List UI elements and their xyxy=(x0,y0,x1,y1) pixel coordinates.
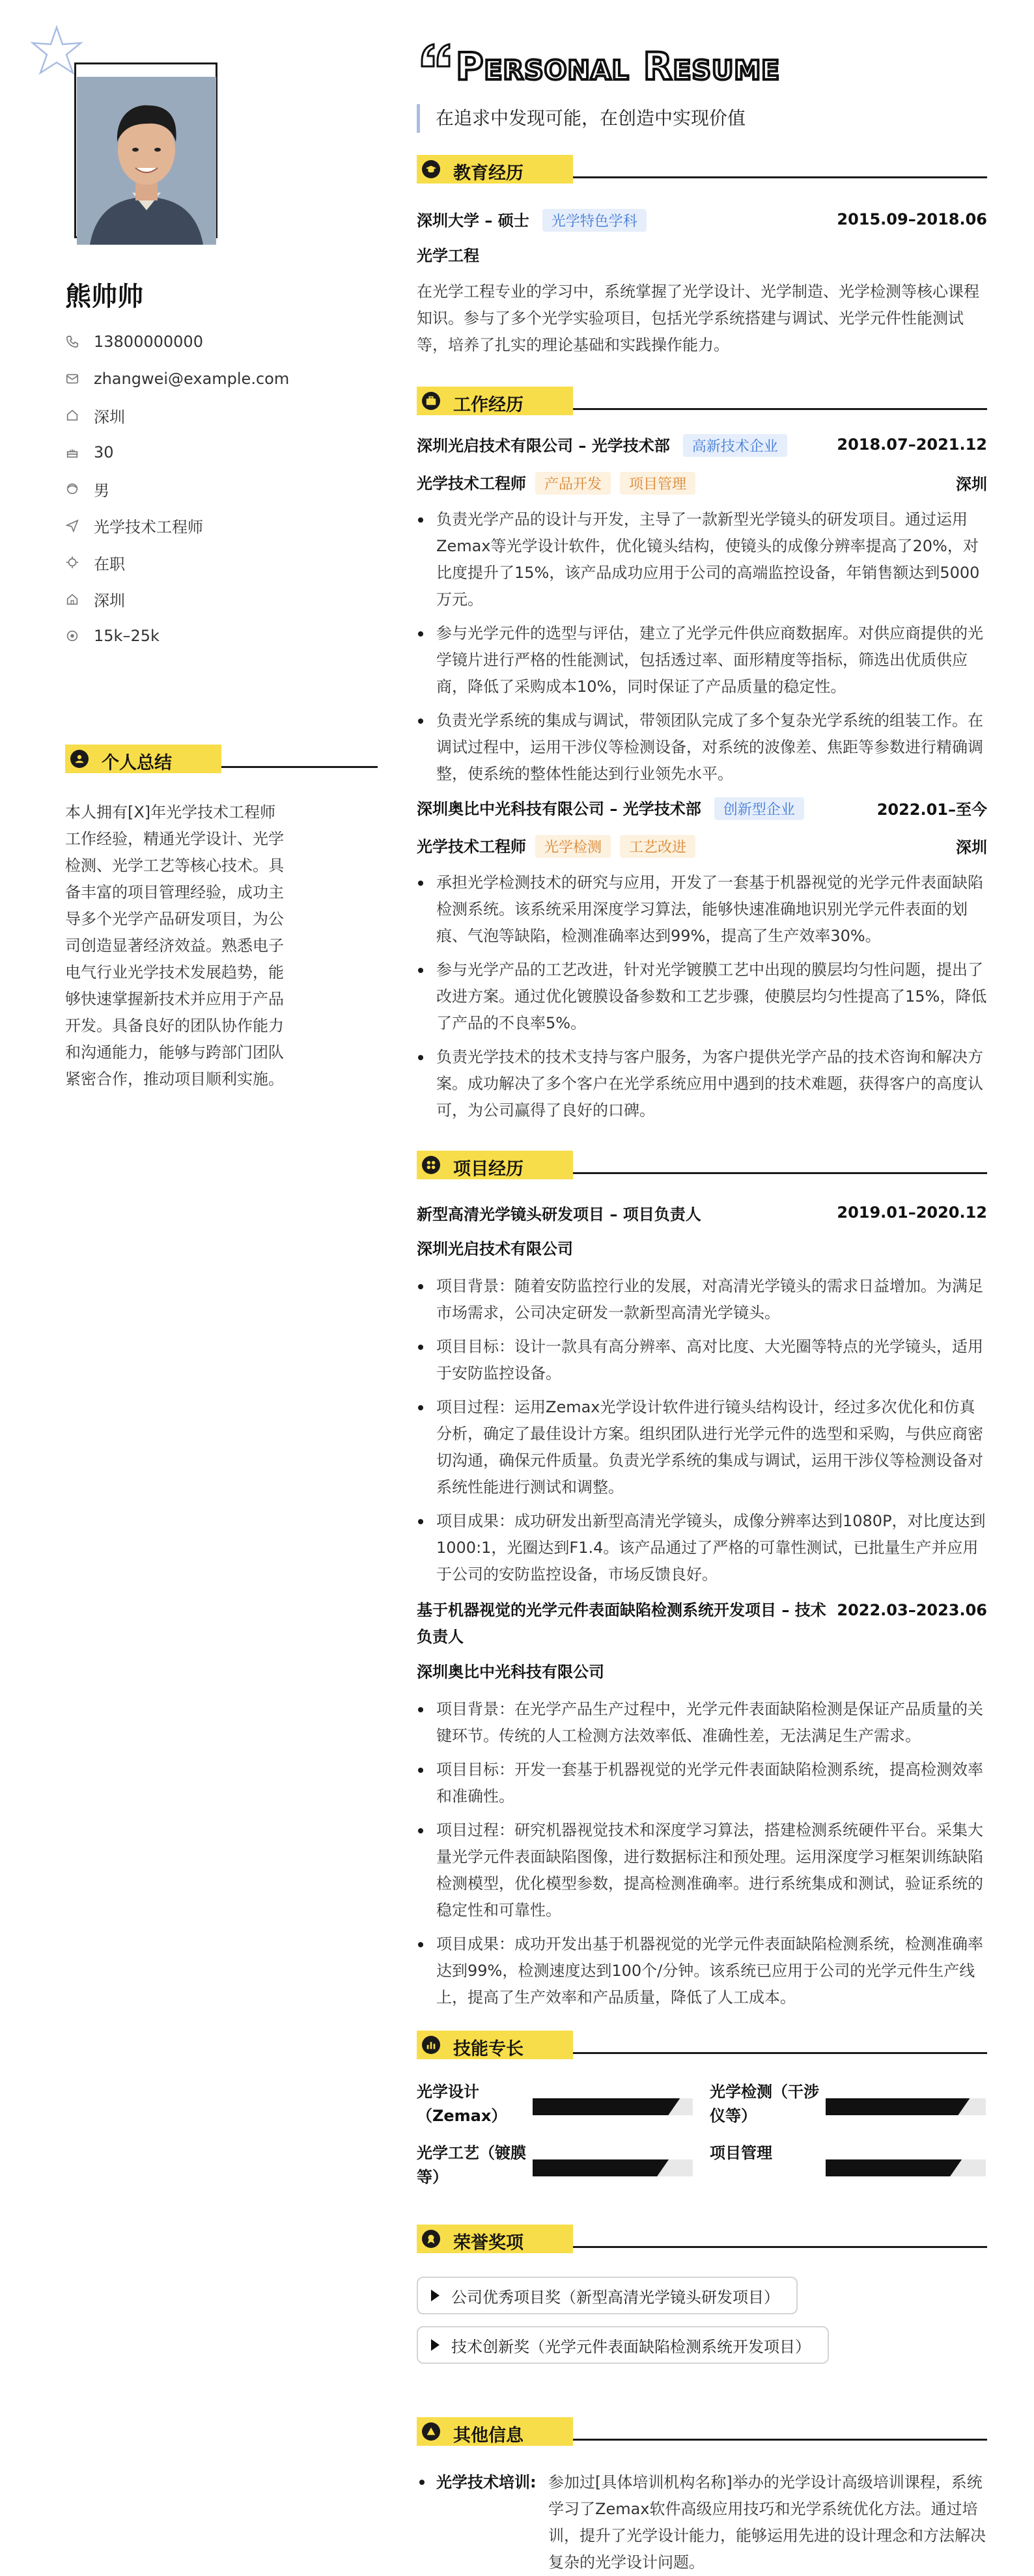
company-name: 深圳光启技术有限公司 – 光学技术部 xyxy=(417,436,670,455)
other-text: 参加过[具体培训机构名称]举办的光学设计高级培训课程，系统学习了Zemax软件高级应用技巧和光学系统优化方法。通过培训，提升了光学设计能力，能够运用先进的设计理念和方法解决复杂的光学设计问题。 xyxy=(548,2473,986,2571)
list-item: 负责光学系统的集成与调试，带领团队完成了多个复杂光学系统的组装工作。在调试过程中，运用干涉仪等检测设备，对系统的波像差、焦距等参数进行精确调整，使系统的整体性能达到行业领先水平。 xyxy=(417,707,987,788)
summary-text: 本人拥有[X]年光学技术工程师工作经验，精通光学设计、光学检测、光学工艺等核心技术。具备丰富的项目管理经验，成功主导多个光学产品研发项目，为公司创造显著经济效益。熟悉电子电气行业光学技术发展趋势，能够快速掌握新技术并应用于产品开发。具备良好的团队协作能力和沟通能力，能够与跨部门团队紧密合作，推动项目顺利实施。 xyxy=(65,803,284,1088)
list-item: 项目背景：随着安防监控行业的发展，对高清光学镜头的需求日益增加。为满足市场需求，公司决定研发一款新型高清光学镜头。 xyxy=(417,1273,987,1326)
info-text: 在职 xyxy=(94,555,125,573)
award-text: 技术创新奖（光学元件表面缺陷检测系统开发项目） xyxy=(451,2337,811,2356)
play-icon xyxy=(431,2290,440,2301)
medal-icon xyxy=(422,2230,440,2248)
awards-section-header xyxy=(417,2225,987,2253)
skill-bar xyxy=(533,2159,693,2176)
quote-mark-icon xyxy=(417,38,456,77)
play-icon xyxy=(431,2339,440,2351)
other-title: 其他信息 xyxy=(453,2426,524,2446)
job-city: 深圳 xyxy=(956,474,987,493)
status-icon xyxy=(65,555,79,569)
header-line xyxy=(573,2439,987,2441)
award-text: 公司优秀项目奖（新型高清光学镜头研发项目） xyxy=(451,2288,779,2307)
send-icon xyxy=(65,519,79,533)
list-item: 参与光学产品的工艺改进，针对光学镀膜工艺中出现的膜层均匀性问题，提出了改进方案。通过优化镀膜设备参数和工艺步骤，使膜层均匀性提高了15%，降低了产品的不良率5%。 xyxy=(417,957,987,1037)
project-entry xyxy=(417,1597,987,2018)
work-section-header xyxy=(417,387,987,415)
skills-section-header xyxy=(417,2031,987,2059)
skill-name: 光学检测（干涉仪等） xyxy=(710,2083,819,2125)
resume-headline: Personal Resume xyxy=(456,44,781,89)
project-date: 2022.03–2023.06 xyxy=(837,1601,987,1619)
header-line xyxy=(573,2052,987,2054)
skill-name: 项目管理 xyxy=(710,2144,772,2162)
job-bullets xyxy=(417,870,987,1124)
job-position: 光学技术工程师 xyxy=(417,837,526,856)
other-section-header xyxy=(417,2417,987,2446)
info-position xyxy=(65,508,289,545)
school-name: 深圳大学 – 硕士 xyxy=(417,211,529,230)
project-bullets xyxy=(417,1696,987,2011)
info-text: 深圳 xyxy=(94,592,125,610)
info-gender xyxy=(65,471,289,508)
company-tag: 创新型企业 xyxy=(714,797,804,820)
project-company: 深圳光启技术有限公司 xyxy=(417,1240,573,1258)
info-text: 深圳 xyxy=(94,407,125,426)
header-line xyxy=(221,766,378,768)
projects-section-header xyxy=(417,1151,987,1179)
company-name: 深圳奥比中光科技有限公司 – 光学技术部 xyxy=(417,799,701,818)
candidate-name: 熊帅帅 xyxy=(65,282,143,312)
header-line xyxy=(573,176,987,178)
resume-motto: 在追求中发现可能，在创造中实现价值 xyxy=(417,104,746,133)
skill-bar-fill xyxy=(533,2098,680,2115)
gender-icon xyxy=(65,482,79,496)
job-city: 深圳 xyxy=(956,838,987,856)
cake-icon xyxy=(65,445,79,459)
job-date: 2018.07–2021.12 xyxy=(837,435,987,454)
job-tag: 项目管理 xyxy=(620,472,695,495)
mail-icon xyxy=(65,372,79,386)
info-status xyxy=(65,544,289,581)
project-date: 2019.01–2020.12 xyxy=(837,1203,987,1222)
project-name: 基于机器视觉的光学元件表面缺陷检测系统开发项目 – 技术负责人 xyxy=(417,1601,826,1646)
skill-name: 光学工艺（镀膜等） xyxy=(417,2144,526,2186)
header-line xyxy=(573,2246,987,2248)
education-date: 2015.09–2018.06 xyxy=(837,210,987,228)
education-description: 在光学工程专业的学习中，系统掌握了光学设计、光学制造、光学检测等核心课程知识。参与了多个光学实验项目，包括光学系统搭建与调试、光学元件性能测试等，培养了扎实的理论基础和实践操作能力。 xyxy=(417,282,979,354)
location-icon xyxy=(65,592,79,607)
skill-bar-fill xyxy=(826,2159,962,2176)
list-item: 项目背景：在光学产品生产过程中，光学元件表面缺陷检测是保证产品质量的关键环节。传统的人工检测方法效率低、准确性差，无法满足生产需求。 xyxy=(417,1696,987,1749)
list-item: 项目目标：设计一款具有高分辨率、高对比度、大光圈等特点的光学镜头，适用于安防监控设备。 xyxy=(417,1334,987,1387)
school-tag: 光学特色学科 xyxy=(542,209,647,232)
info-text: 13800000000 xyxy=(94,333,203,351)
education-section-header xyxy=(417,155,987,184)
briefcase-icon xyxy=(422,392,440,410)
company-tag: 高新技术企业 xyxy=(683,434,787,457)
header-line xyxy=(573,1172,987,1174)
list-item: 项目成果：成功开发出基于机器视觉的光学元件表面缺陷检测系统，检测准确率达到99%，检测速度达到100个/分钟。该系统已应用于公司的光学元件生产线上，提高了生产效率和产品质量，降低了人工成本。 xyxy=(417,1931,987,2011)
info-text: 15k–25k xyxy=(94,627,160,646)
job-tag: 产品开发 xyxy=(535,472,611,495)
avatar xyxy=(77,77,216,245)
awards-title: 荣誉奖项 xyxy=(453,2233,524,2253)
header-line xyxy=(573,408,987,410)
education-entry xyxy=(417,207,987,359)
info-text: 男 xyxy=(94,481,109,500)
contact-info-list xyxy=(65,323,289,655)
list-item: 项目成果：成功研发出新型高清光学镜头，成像分辨率达到1080P，对比度达到1000:1，光圈达到F1.4。该产品通过了严格的可靠性测试，已批量生产并应用于公司的安防监控设备，市场反馈良好。 xyxy=(417,1508,987,1588)
job-tag: 工艺改进 xyxy=(620,835,695,858)
home-icon xyxy=(65,408,79,422)
other-label: 光学技术培训: xyxy=(436,2473,537,2491)
skill-bar xyxy=(533,2098,693,2115)
skills-title: 技能专长 xyxy=(453,2039,524,2059)
info-text: 30 xyxy=(94,443,114,461)
award-item xyxy=(417,2326,829,2364)
projects-title: 项目经历 xyxy=(453,1159,524,1179)
info-age xyxy=(65,434,289,471)
skill-name: 光学设计（Zemax） xyxy=(417,2083,507,2125)
info-text: 光学技术工程师 xyxy=(94,518,203,537)
info-salary xyxy=(65,618,289,655)
info-text: zhangwei@example.com xyxy=(94,369,290,388)
major-name: 光学工程 xyxy=(417,247,479,265)
list-item: 项目过程：运用Zemax光学设计软件进行镜头结构设计，经过多次优化和仿真分析，确定了最佳设计方案。组织团队进行光学元件的选型和采购，与供应商密切沟通，确保元件质量。负责光学系统的集成与调试，运用干涉仪等检测设备对系统性能进行测试和调整。 xyxy=(417,1394,987,1501)
list-item: 参与光学元件的选型与评估，建立了光学元件供应商数据库。对供应商提供的光学镜片进行严格的性能测试，包括透过率、面形精度等指标，筛选出优质供应商，降低了采购成本10%，同时保证了产品质量的稳定性。 xyxy=(417,620,987,700)
award-item xyxy=(417,2277,798,2314)
project-bullets xyxy=(417,1273,987,1588)
info-location xyxy=(65,581,289,618)
salary-icon xyxy=(65,629,79,643)
phone-icon xyxy=(65,335,79,349)
job-position: 光学技术工程师 xyxy=(417,474,526,493)
summary-section-header xyxy=(65,745,371,773)
info-phone xyxy=(65,323,289,361)
job-date: 2022.01–至今 xyxy=(876,800,987,819)
list-item: 项目目标：开发一套基于机器视觉的光学元件表面缺陷检测系统，提高检测效率和准确性。 xyxy=(417,1757,987,1810)
list-item: 负责光学技术的技术支持与客户服务，为客户提供光学产品的技术咨询和解决方案。成功解决了多个客户在光学系统应用中遇到的技术难题，获得客户的高度认可，为公司赢得了良好的口碑。 xyxy=(417,1044,987,1124)
list-item: 项目过程：研究机器视觉技术和深度学习算法，搭建检测系统硬件平台。采集大量光学元件表面缺陷图像，进行数据标注和预处理。运用深度学习框架训练缺陷检测模型，优化模型参数，提高检测准确率。进行系统集成和测试，验证系统的稳定性和可靠性。 xyxy=(417,1817,987,1924)
sidebar xyxy=(0,0,365,2545)
graduation-cap-icon xyxy=(422,160,440,178)
job-entry xyxy=(417,795,987,1131)
info-city xyxy=(65,397,289,434)
info-email xyxy=(65,361,289,398)
info-icon xyxy=(422,2422,440,2441)
job-tag: 光学检测 xyxy=(535,835,611,858)
project-company: 深圳奥比中光科技有限公司 xyxy=(417,1663,604,1681)
job-entry xyxy=(417,432,987,795)
skill-bar-fill xyxy=(826,2098,970,2115)
education-title: 教育经历 xyxy=(453,163,524,184)
job-bullets xyxy=(417,506,987,788)
project-name: 新型高清光学镜头研发项目 – 项目负责人 xyxy=(417,1205,701,1224)
bullet-dot xyxy=(419,2480,425,2485)
chart-icon xyxy=(422,2036,440,2054)
grid-icon xyxy=(422,1156,440,1174)
skill-bar-fill xyxy=(533,2159,669,2176)
skill-bar xyxy=(826,2159,986,2176)
skill-bar xyxy=(826,2098,986,2115)
list-item: 承担光学检测技术的研究与应用，开发了一套基于机器视觉的光学元件表面缺陷检测系统。该系统采用深度学习算法，能够快速准确地识别光学元件表面的划痕、气泡等缺陷，检测准确率达到99%，提高了生产效率30%。 xyxy=(417,870,987,950)
project-entry xyxy=(417,1200,987,1595)
user-icon xyxy=(70,750,89,768)
work-title: 工作经历 xyxy=(453,395,524,415)
summary-title: 个人总结 xyxy=(102,753,172,773)
list-item: 负责光学产品的设计与开发，主导了一款新型光学镜头的研发项目。通过运用Zemax等光学设计软件，优化镜头结构，使镜头的成像分辨率提高了20%，对比度提升了15%，该产品成功应用于公司的高端监控设备，年销售额达到5000万元。 xyxy=(417,506,987,613)
